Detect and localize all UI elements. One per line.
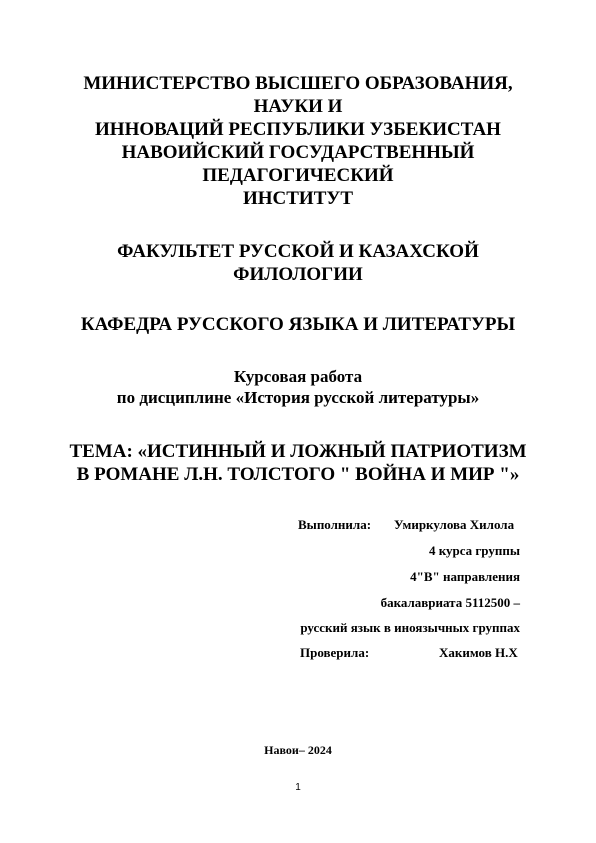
faculty-line-2: ФИЛОЛОГИИ [233, 264, 363, 285]
author-program: русский язык в иноязычных группах [300, 620, 520, 635]
author-direction: 4"В" направления [410, 569, 520, 584]
place-year: Навои– 2024 [264, 743, 332, 757]
work-type: Курсовая работа [233, 367, 363, 386]
topic-line-2: В РОМАНЕ Л.Н. ТОЛСТОГО " ВОЙНА И МИР "» [76, 464, 520, 485]
work-discipline: по дисциплине «История русской литературы» [116, 388, 480, 407]
institute-line-1: НАВОИЙСКИЙ ГОСУДАРСТВЕННЫЙ [121, 142, 475, 163]
faculty-line-1: ФАКУЛЬТЕТ РУССКОЙ И КАЗАХСКОЙ [117, 241, 479, 262]
author-name: Умиркулова Хилола [394, 517, 515, 532]
topic-line-1: ТЕМА: «ИСТИННЫЙ И ЛОЖНЫЙ ПАТРИОТИЗМ [69, 441, 527, 462]
ministry-line-1: МИНИСТЕРСТВО ВЫСШЕГО ОБРАЗОВАНИЯ, [83, 73, 513, 94]
page-number: 1 [295, 782, 301, 793]
ministry-line-3: ИННОВАЦИЙ РЕСПУБЛИКИ УЗБЕКИСТАН [95, 119, 501, 140]
author-label: Выполнила: [298, 517, 372, 532]
ministry-line-2: НАУКИ И [253, 96, 343, 117]
author-course: 4 курса группы [428, 543, 520, 558]
institute-line-3: ИНСТИТУТ [242, 188, 354, 209]
reviewer-label: Проверила: [300, 645, 370, 660]
author-bachelor: бакалавриата 5112500 – [380, 595, 520, 610]
reviewer-name: Хакимов Н.Х [439, 645, 518, 660]
institute-line-2: ПЕДАГОГИЧЕСКИЙ [202, 165, 394, 186]
department-title: КАФЕДРА РУССКОГО ЯЗЫКА И ЛИТЕРАТУРЫ [80, 314, 516, 335]
